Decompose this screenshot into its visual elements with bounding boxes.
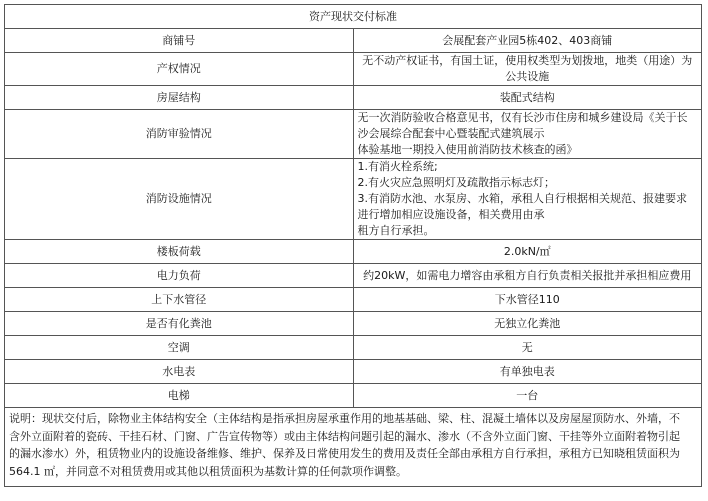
row-value: 有单独电表 [353,360,702,384]
table-row-fire-facilities [5,159,702,240]
note-line: 的漏水渗水）外，租赁物业内的设施设备维修、维护、保养及日常使用发生的费用及责任全部由承租方自行承担，承租方已知晓租赁面积为 [9,447,680,460]
row-value-line: 1.有消火栓系统; [357,160,438,173]
row-label: 楼板荷载 [5,240,354,264]
row-value [353,110,702,159]
row-value: 无独立化粪池 [353,312,702,336]
row-value: 2.0kN/㎡ [353,240,702,264]
row-value-line: 租方自行承担。 [357,224,435,237]
title-row [5,5,702,29]
table-row-floor-load [5,240,702,264]
row-label: 消防审验情况 [5,110,354,159]
table-row-air-conditioning [5,336,702,360]
note-line: 说明：现状交付后，除物业主体结构安全（主体结构是指承担房屋承重作用的地基基础、梁、柱、混凝土墙体以及房屋屋顶防水、外墙，不 [9,412,680,425]
row-value: 无 [353,336,702,360]
note-line: 含外立面附着的瓷砖、干挂石材、门窗、广告宣传物等）或由主体结构问题引起的漏水、渗水（不含外立面门窗、干挂等外立面附着物引起 [9,429,680,443]
table-title: 资产现状交付标准 [5,5,702,29]
row-value-line: 2.有火灾应急照明灯及疏散指示标志灯； [357,176,555,189]
row-value: 一台 [353,384,702,408]
row-label: 是否有化粪池 [5,312,354,336]
table-row-pipe-diameter [5,288,702,312]
note-text [5,408,702,487]
table-row-septic-tank [5,312,702,336]
row-label: 水电表 [5,360,354,384]
row-label: 空调 [5,336,354,360]
row-label: 商铺号 [5,29,354,53]
table-row-meters [5,360,702,384]
row-label: 房屋结构 [5,86,354,110]
delivery-standard-table [4,4,702,487]
row-label: 电梯 [5,384,354,408]
table-row-elevator [5,384,702,408]
row-label: 上下水管径 [5,288,354,312]
row-label: 消防设施情况 [5,159,354,240]
table-row-power-load [5,264,702,288]
row-value: 无不动产权证书，有国土证，使用权类型为划拨地，地类（用途）为公共设施 [353,53,702,86]
row-value [353,159,702,240]
table-row-shop-number [5,29,702,53]
row-value-line: 体验基地一期投入使用前消防技术核查的函》 [357,143,578,156]
table-row-fire-inspection [5,110,702,159]
table-row-property-rights [5,53,702,86]
note-line: 564.1 ㎡，并同意不对租赁费用或其他以租赁面积为基数计算的任何款项作调整。 [9,464,407,478]
row-value: 装配式结构 [353,86,702,110]
note-row [5,408,702,487]
row-value: 会展配套产业园5栋402、403商铺 [353,29,702,53]
row-label: 电力负荷 [5,264,354,288]
row-value: 下水管径110 [353,288,702,312]
row-label: 产权情况 [5,53,354,86]
table-row-building-structure [5,86,702,110]
delivery-standard-document [4,4,702,487]
row-value: 约20kW，如需电力增容由承租方自行负责相关报批并承担相应费用 [353,264,702,288]
row-value-line: 无一次消防验收合格意见书，仅有长沙市住房和城乡建设局《关于长沙会展综合配套中心暨装配式建筑展示 [357,111,688,140]
row-value-line: 3.有消防水池、水泵房、水箱，承租人自行根据相关规范、报建要求进行增加相应设施设备，相关费用由承 [357,192,687,221]
